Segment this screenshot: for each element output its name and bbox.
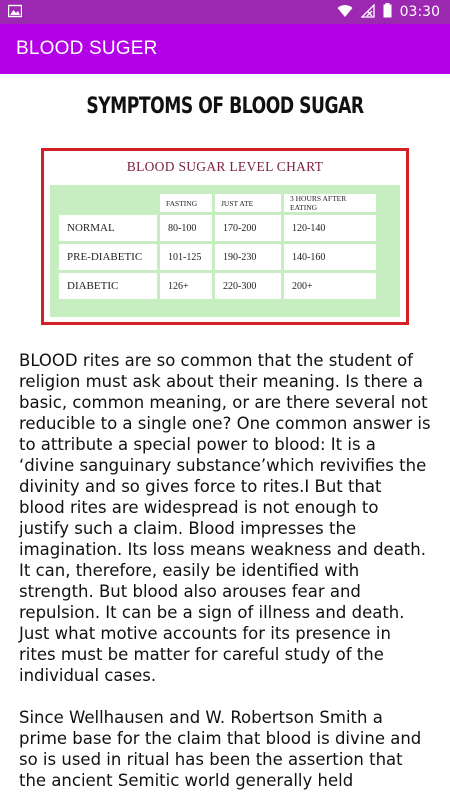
- battery-icon: [383, 3, 392, 22]
- blood-sugar-chart-image: [41, 148, 409, 325]
- table-header-row: [59, 194, 376, 212]
- status-bar: [0, 0, 450, 24]
- chart-table: [56, 191, 379, 302]
- table-cell: 101-125: [160, 244, 212, 270]
- app-bar: [0, 24, 450, 74]
- app-title: BLOOD SUGER: [16, 38, 158, 59]
- table-cell: 140-160: [284, 244, 376, 270]
- table-header-cell: FASTING: [160, 194, 212, 212]
- scroll-content[interactable]: [0, 74, 450, 800]
- table-row: [59, 244, 376, 270]
- article-paragraph: BLOOD rites are so common that the student of religion must ask about their meaning. Is there a basic, common meaning, or are there several not reducible to a single one? One common answer is to attribute a special power to blood: It is a ‘divine sanguinary substance’which revivifies the divinity and so gives force to rites.I But that blood rites are widespread is not enough to justify such a claim. Blood impresses the imagination. Its loss means weakness and death. It can, therefore, easily be identified with strength. But blood also arouses fear and repulsion. It can be a sign of illness and death. Just what motive accounts for its presence in rites must be matter for careful study of the individual cases.: [19, 351, 431, 685]
- signal-icon: [361, 3, 375, 22]
- table-cell: 220-300: [215, 273, 281, 299]
- article-body: [19, 350, 431, 800]
- wifi-icon: [337, 3, 353, 22]
- table-cell: 120-140: [284, 215, 376, 241]
- table-corner-cell: [59, 194, 157, 212]
- image-icon: [8, 3, 22, 22]
- table-header-cell: 3 HOURS AFTER EATING: [284, 194, 376, 212]
- table-row-label: NORMAL: [59, 215, 157, 241]
- chart-panel: [50, 185, 400, 317]
- table-cell: 126+: [160, 273, 212, 299]
- chart-title: BLOOD SUGAR LEVEL CHART: [126, 159, 324, 174]
- table-row: [59, 273, 376, 299]
- table-row: [59, 215, 376, 241]
- table-cell: 170-200: [215, 215, 281, 241]
- table-cell: 80-100: [160, 215, 212, 241]
- page-heading: SYMPTOMS OF BLOOD SUGAR: [86, 94, 364, 119]
- table-cell: 200+: [284, 273, 376, 299]
- table-cell: 190-230: [215, 244, 281, 270]
- status-time: 03:30: [399, 4, 440, 20]
- table-row-label: PRE-DIABETIC: [59, 244, 157, 270]
- article-paragraph: Since Wellhausen and W. Robertson Smith a prime base for the claim that blood is divine and so is used in ritual has been the assertion that the ancient Semitic world generally held: [19, 708, 422, 790]
- table-row-label: DIABETIC: [59, 273, 157, 299]
- table-header-cell: JUST ATE: [215, 194, 281, 212]
